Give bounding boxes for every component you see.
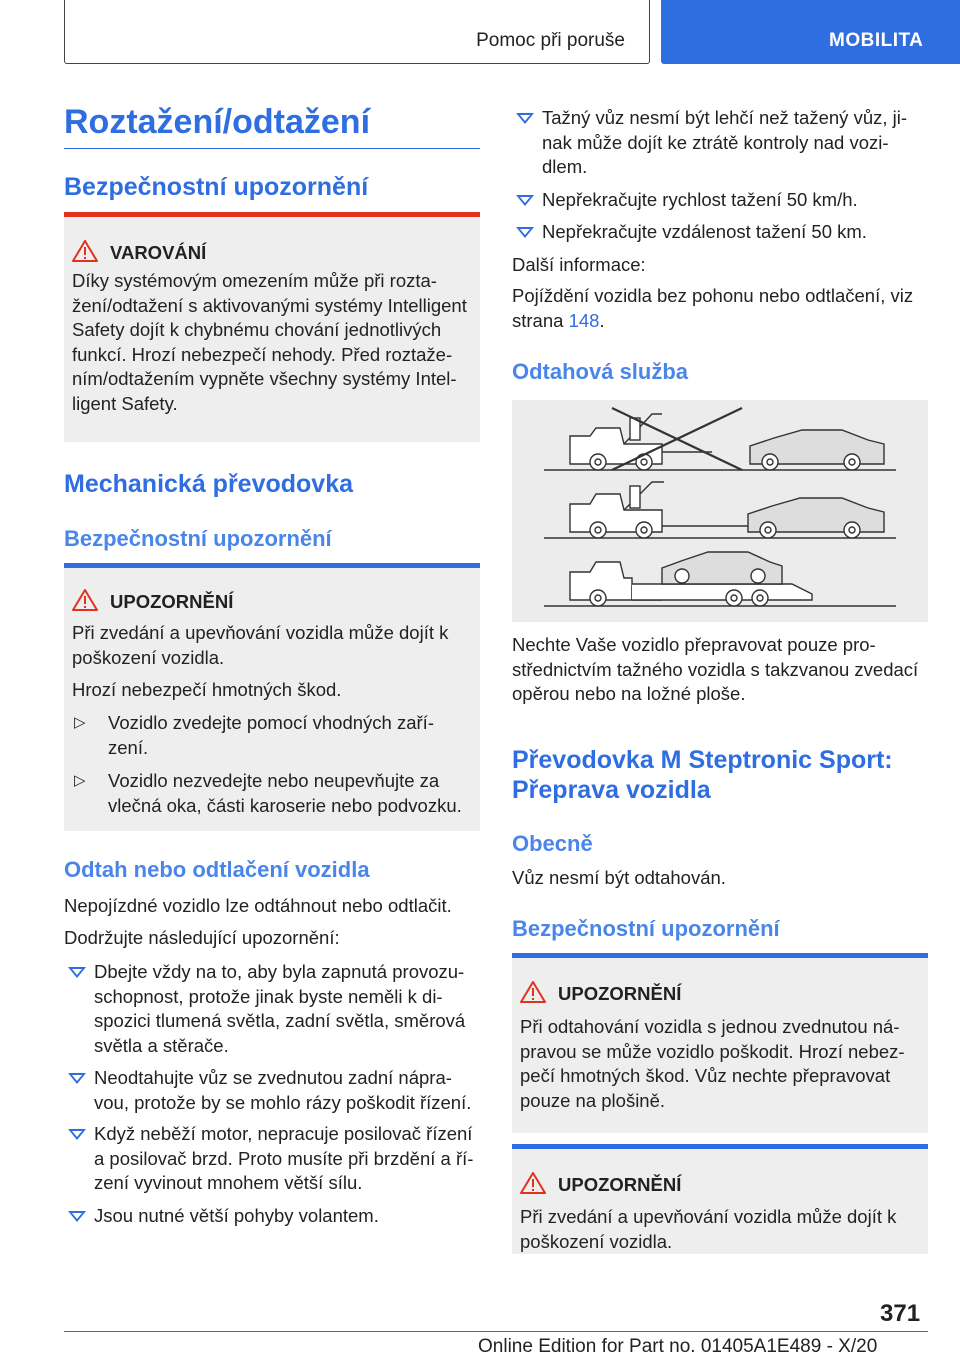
warning-triangle-icon	[72, 240, 98, 262]
caution-label: UPOZORNĚNÍ	[110, 591, 234, 612]
page-title: Roztažení/odtažení	[64, 103, 371, 141]
warning-text: Díky systémovým omezením může při rozta- žení/odtažení s aktivovanými systémy Intelligent Safety dojít k chybnému chování jednotlivých funkcí. Hrozí nebezpečí nehody. Před roztaže- ním/odtažením vypněte všechny systémy Intel- ligent Safety.	[72, 270, 467, 414]
safety-heading: Bezpečnostní upozornění	[64, 173, 369, 201]
header-tab-label: MOBILITA	[829, 30, 924, 51]
reference-text: Pojíždění vozidla bez pohonu nebo odtlačení, viz strana 148.	[512, 285, 914, 331]
warning-bar	[64, 212, 480, 217]
tow-instruction: Dodržujte následující upozornění:	[64, 927, 340, 948]
caution-bar	[512, 953, 928, 958]
list-item: ▷ Vozidlo nezvedejte nebo neupevňujte za vlečná oka, části karoserie nebo podvozku.	[74, 769, 462, 818]
caution-label: UPOZORNĚNÍ	[558, 1174, 682, 1195]
manual-safety-heading: Bezpečnostní upozornění	[64, 526, 332, 551]
caution-text: Při zvedání a upevňování vozidla může dojít k poškození vozidla. Hrozí nebezpečí hmotných škod.	[72, 622, 449, 700]
caution-label: UPOZORNĚNÍ	[558, 983, 682, 1004]
caution-text: Při odtahování vozidla s jednou zvednutou ná- pravou se může vozidlo poškodit. Hrozí nebez- pečí hmotných škod. Vůz nechte přepravovat pouze na plošině.	[520, 1016, 905, 1111]
warning-triangle-icon	[72, 589, 98, 611]
service-heading: Odtahová služba	[512, 359, 689, 384]
service-text: Nechte Vaše vozidlo přepravovat pouze pro- střednictvím tažného vozidla s takzvanou zvedací opěrou nebo na ložné ploše.	[512, 634, 919, 704]
general-text: Vůz nesmí být odtahován.	[512, 867, 726, 888]
caution-box-1	[64, 563, 480, 831]
tow-truck-diagram	[512, 400, 928, 622]
caution-box-2	[512, 953, 928, 1133]
page-number: 371	[880, 1300, 921, 1327]
tow-heading: Odtah nebo odtlačení vozidla	[64, 857, 370, 882]
list-item: Jsou nutné větší pohyby volantem.	[64, 1204, 480, 1229]
title-rule	[64, 148, 480, 149]
steptronic-heading: Převodovka M Steptronic Sport: Přeprava vozidla	[512, 746, 893, 804]
warning-label: VAROVÁNÍ	[110, 242, 207, 263]
tow-intro: Nepojízdné vozidlo lze odtáhnout nebo odtlačit.	[64, 895, 452, 916]
footer-rule	[64, 1331, 928, 1332]
more-info-label: Další informace:	[512, 254, 646, 275]
list-item: Když neběží motor, nepracuje posilovač řízení a posilovač brzd. Proto musíte při brzdění a ří- zení vyvinout mnohem větší sílu.	[64, 1122, 480, 1196]
manual-heading: Mechanická převodovka	[64, 470, 354, 498]
caution-box-3	[512, 1144, 928, 1254]
list-item: Tažný vůz nesmí být lehčí než tažený vůz, ji- nak může dojít ke ztrátě kontroly nad vozi- dlem.	[512, 106, 928, 180]
list-item: Nepřekračujte vzdálenost tažení 50 km.	[512, 220, 928, 245]
caution-text: Při zvedání a upevňování vozidla může dojít k poškození vozidla.	[520, 1206, 897, 1252]
warning-box	[64, 212, 480, 442]
caution-bar	[512, 1144, 928, 1149]
steptronic-safety-heading: Bezpečnostní upozornění	[512, 916, 780, 941]
warning-triangle-icon	[520, 1172, 546, 1194]
list-item: Dbejte vždy na to, aby byla zapnutá provozu- schopnost, protože jinak byste neměli k di- spozici tlumená světla, zadní světla, směrová světla a stěrače.	[64, 960, 480, 1058]
caution-bar	[64, 563, 480, 568]
list-item: Nepřekračujte rychlost tažení 50 km/h.	[512, 188, 928, 213]
edition-text: Online Edition for Part no. 01405A1E489 - X/20	[478, 1336, 878, 1357]
header-tab	[661, 0, 960, 64]
towing-illustration	[512, 400, 928, 622]
list-item: Neodtahujte vůz se zvednutou zadní nápra- vou, protože by se mohlo rázy poškodit řízení.	[64, 1066, 480, 1115]
header-section-title: Pomoc při poruše	[476, 30, 625, 51]
page-reference-link[interactable]: 148	[568, 309, 600, 331]
list-item: ▷ Vozidlo zvedejte pomocí vhodných zaří- zení.	[74, 711, 434, 760]
general-heading: Obecně	[512, 831, 593, 856]
warning-triangle-icon	[520, 981, 546, 1003]
header-section-box	[64, 0, 650, 64]
